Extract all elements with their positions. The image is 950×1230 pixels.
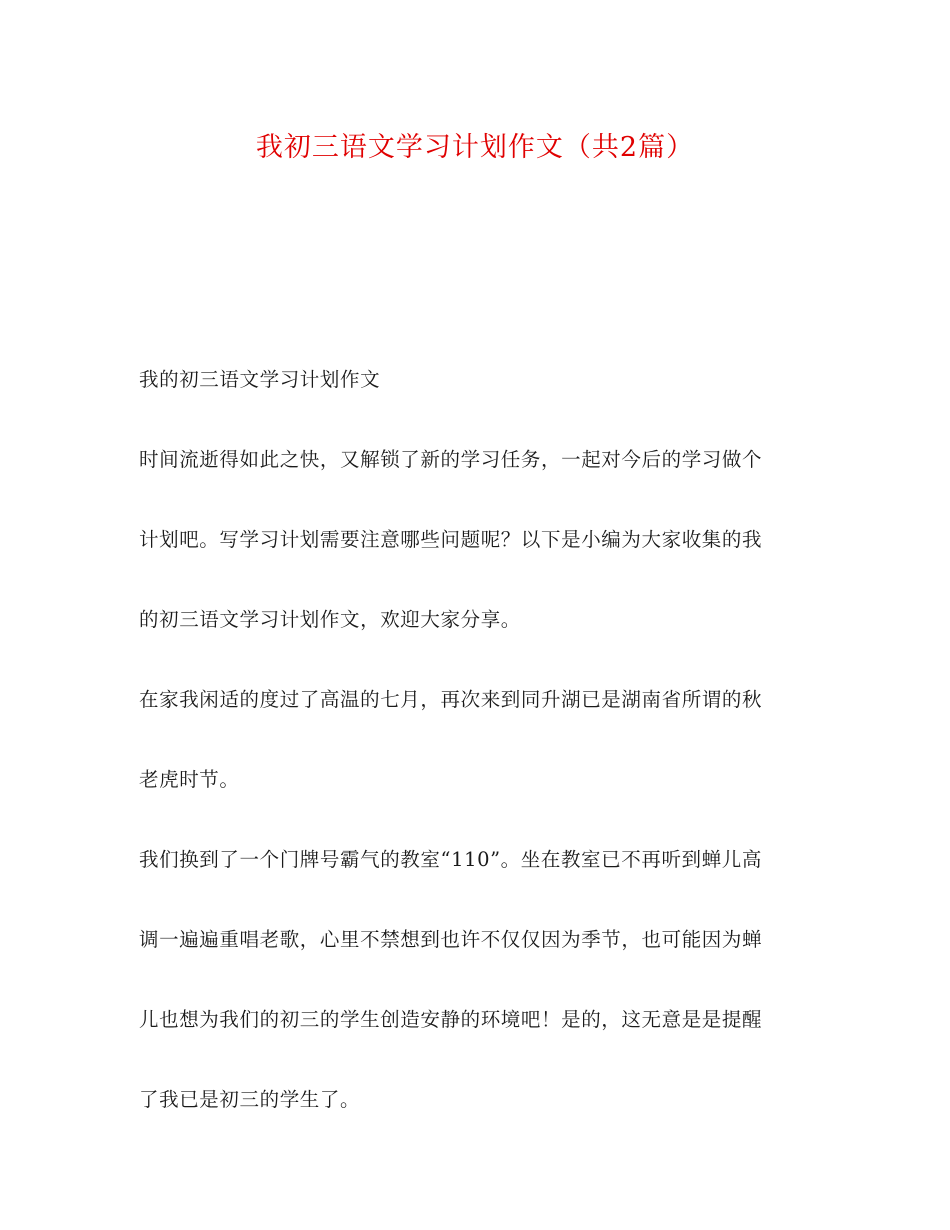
body-line: 我们换到了一个门牌号霸气的教室“110”。坐在教室已不再听到蝉儿高: [139, 848, 762, 871]
paragraph-spacer: [139, 800, 819, 840]
line-spacer: [139, 480, 819, 520]
body-line: 调一遍遍重唱老歌，心里不禁想到也许不仅仅因为季节，也可能因为蝉: [139, 928, 763, 951]
line-spacer: [139, 960, 819, 1000]
line-spacer: [139, 560, 819, 600]
line-spacer: [139, 1040, 819, 1080]
body-line: 计划吧。写学习计划需要注意哪些问题呢？以下是小编为大家收集的我: [139, 528, 763, 551]
body-line: 在家我闲适的度过了高温的七月，再次来到同升湖已是湖南省所谓的秋: [139, 688, 763, 711]
body-line: 的初三语文学习计划作文，欢迎大家分享。: [139, 608, 521, 631]
body-line: 老虎时节。: [139, 768, 240, 791]
section-heading: 我的初三语文学习计划作文: [139, 368, 381, 391]
paragraph-spacer: [139, 400, 819, 440]
line-spacer: [139, 880, 819, 920]
paragraph-spacer: [139, 640, 819, 680]
line-spacer: [139, 720, 819, 760]
document-body: [139, 360, 819, 1120]
body-line: 了我已是初三的学生了。: [139, 1088, 361, 1111]
document-title: 我初三语文学习计划作文（共2篇）: [255, 132, 695, 163]
body-line: 儿也想为我们的初三的学生创造安静的环境吧！是的，这无意是是提醒: [139, 1008, 763, 1031]
body-line: 时间流逝得如此之快，又解锁了新的学习任务，一起对今后的学习做个: [139, 448, 763, 471]
